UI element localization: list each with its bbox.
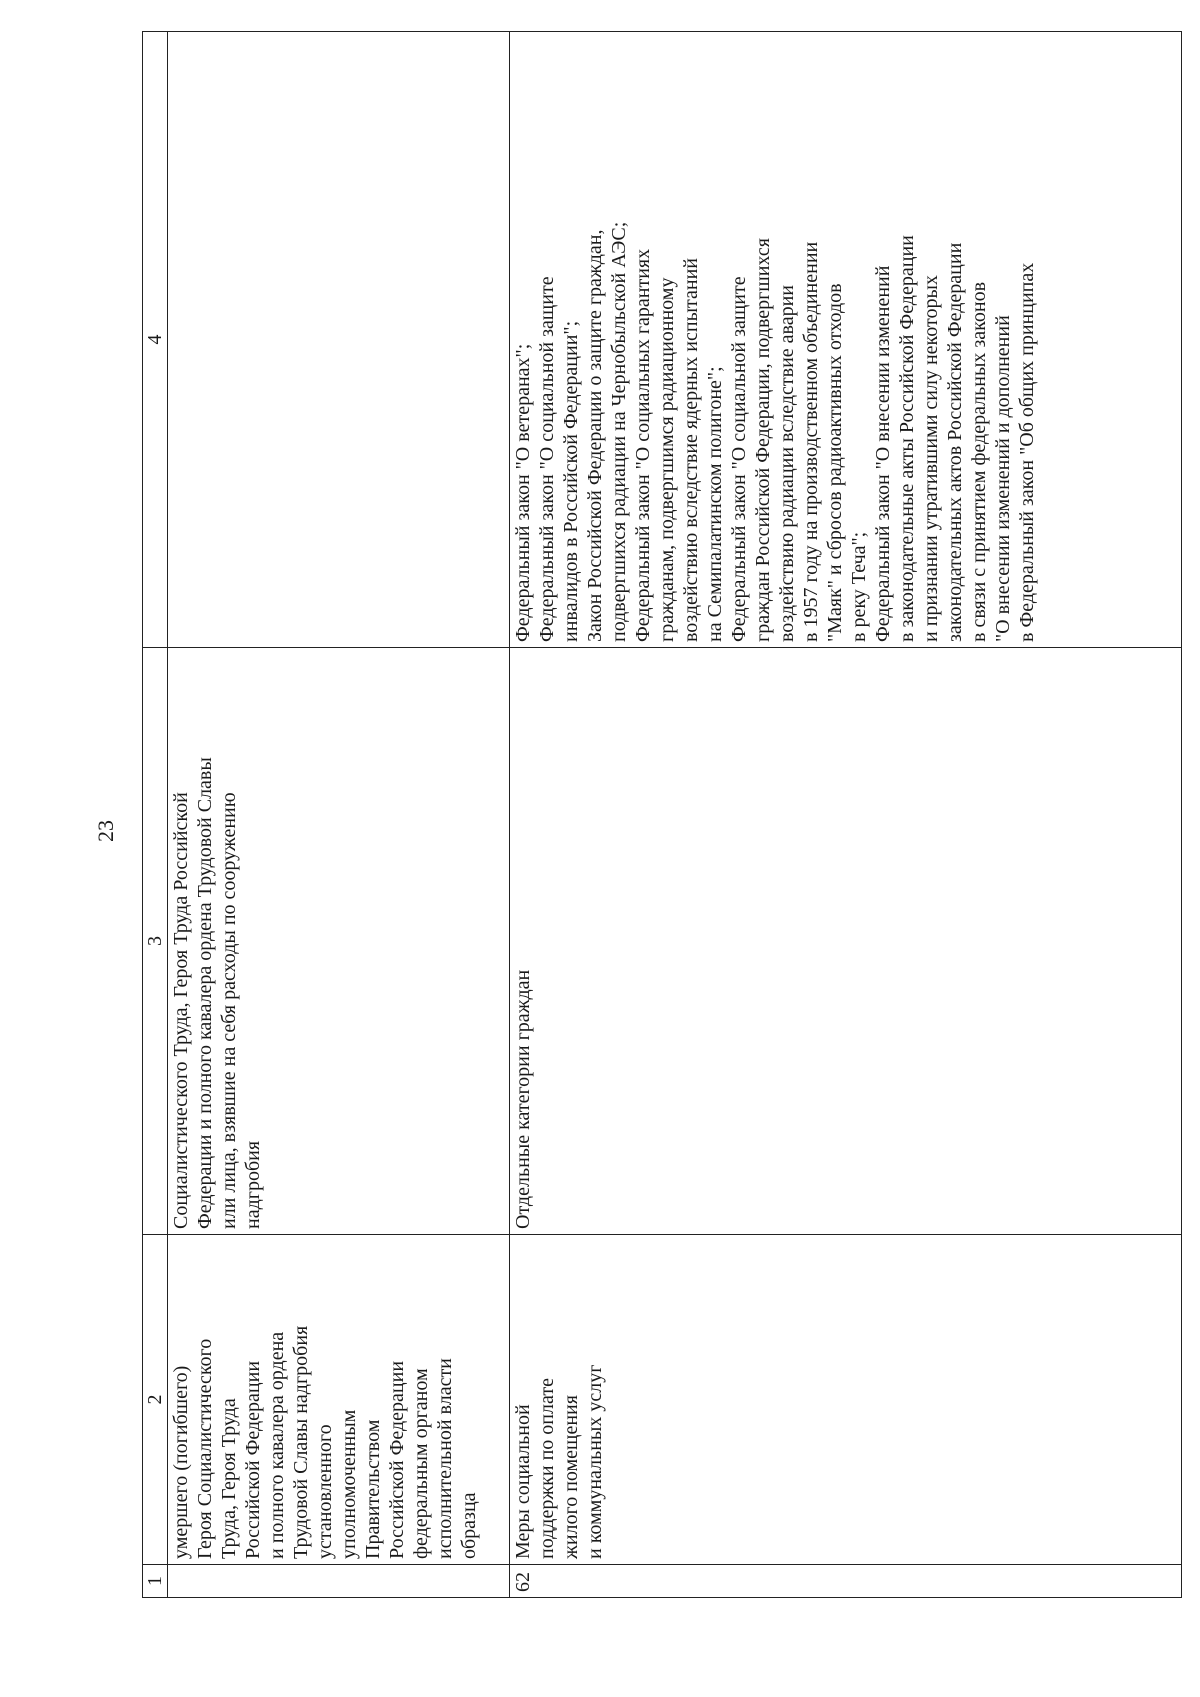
row-number: 62 xyxy=(510,1565,1182,1598)
table-row xyxy=(168,32,510,1598)
header-col-4: 4 xyxy=(143,32,168,648)
cell-text-line: умершего (погибшего) xyxy=(170,1365,192,1559)
cell-text-line: Российской Федерации xyxy=(242,1360,264,1559)
cell-text-line: Российской Федерации xyxy=(386,1360,408,1559)
cell-text-line: федеральным органом xyxy=(410,1368,432,1559)
cell-text-line: уполномоченным xyxy=(338,1409,360,1559)
row-number xyxy=(168,1565,510,1598)
cell-text-line: Отдельные категории граждан xyxy=(512,969,534,1229)
cell-text-line: законодательных актов Российской Федерации xyxy=(944,242,966,642)
document-table xyxy=(142,31,1182,1598)
header-col-2: 2 xyxy=(143,1235,168,1565)
header-col-1: 1 xyxy=(143,1565,168,1598)
cell-text-line: Труда, Героя Труда xyxy=(218,1398,240,1559)
cell-text-line: Федеральный закон "О внесении изменений xyxy=(872,265,894,642)
cell-text-line: и коммунальных услуг xyxy=(584,1364,606,1559)
cell-text-line: на Семипалатинском полигоне"; xyxy=(704,366,726,642)
cell-text-line: в реку Теча"; xyxy=(848,531,870,642)
legal-basis-cell xyxy=(168,32,510,648)
cell-text-line: установленного xyxy=(314,1424,336,1559)
cell-text-line: граждан Российской Федерации, подвергшихся xyxy=(752,238,774,642)
recipients-cell xyxy=(510,648,1182,1235)
cell-text-line: поддержки по оплате xyxy=(536,1378,558,1559)
cell-text-line: или лица, взявшие на себя расходы по сооружению xyxy=(218,792,240,1229)
cell-text-line: Закон Российской Федерации о защите граждан, xyxy=(584,229,606,642)
document-table-rotated xyxy=(142,32,1180,1598)
cell-text-line: "Маяк" и сбросов радиоактивных отходов xyxy=(824,283,846,642)
cell-text-line: "О внесении изменений и дополнений xyxy=(992,315,1014,642)
cell-text-line: Меры социальной xyxy=(512,1404,534,1559)
cell-text-line: Правительством xyxy=(362,1419,384,1559)
cell-text-line: в законодательные акты Российской Федерации xyxy=(896,235,918,642)
cell-text-line: Социалистического Труда, Героя Труда Российской xyxy=(170,792,192,1229)
cell-text-line: и полного кавалера ордена xyxy=(266,1331,288,1559)
cell-text-line: Трудовой Славы надгробия xyxy=(290,1325,312,1559)
cell-text-line: Федеральный закон "О социальной защите xyxy=(728,276,750,642)
cell-text-line: инвалидов в Российской Федерации"; xyxy=(560,320,582,642)
cell-text-line: в 1957 году на производственном объединении xyxy=(800,241,822,642)
cell-text-line: исполнительной власти xyxy=(434,1358,456,1559)
cell-text-line: в Федеральный закон "Об общих принципах xyxy=(1016,262,1038,642)
cell-text-line: в связи с принятием федеральных законов xyxy=(968,281,990,642)
header-col-3: 3 xyxy=(143,648,168,1235)
cell-text-line: воздействию радиации вследствие аварии xyxy=(776,284,798,642)
cell-text-line: воздействию вследствие ядерных испытаний xyxy=(680,257,702,642)
cell-text-line: образца xyxy=(458,1492,480,1559)
cell-text-line: и признании утратившими силу некоторых xyxy=(920,275,942,642)
cell-text-line: Федеральный закон "О социальных гарантиях xyxy=(632,248,654,642)
cell-text-line: подвергшихся радиации на Чернобыльской АЭС; xyxy=(608,221,630,642)
cell-text-line: Федерации и полного кавалера ордена Трудовой Славы xyxy=(194,757,216,1229)
cell-text-line: гражданам, подвергшимся радиационному xyxy=(656,277,678,642)
measure-cell xyxy=(168,1235,510,1565)
cell-text-line: Федеральный закон "О ветеранах"; xyxy=(512,343,534,642)
measure-cell xyxy=(510,1235,1182,1565)
recipients-cell xyxy=(168,648,510,1235)
cell-text-line: надгробия xyxy=(242,1140,264,1229)
cell-text-line: жилого помещения xyxy=(560,1395,582,1559)
header-row xyxy=(143,32,168,1598)
table-row xyxy=(510,32,1182,1598)
page-number: 23 xyxy=(93,820,118,842)
cell-text-line: Федеральный закон "О социальной защите xyxy=(536,276,558,642)
legal-basis-cell xyxy=(510,32,1182,648)
cell-text-line: Героя Социалистического xyxy=(194,1338,216,1559)
